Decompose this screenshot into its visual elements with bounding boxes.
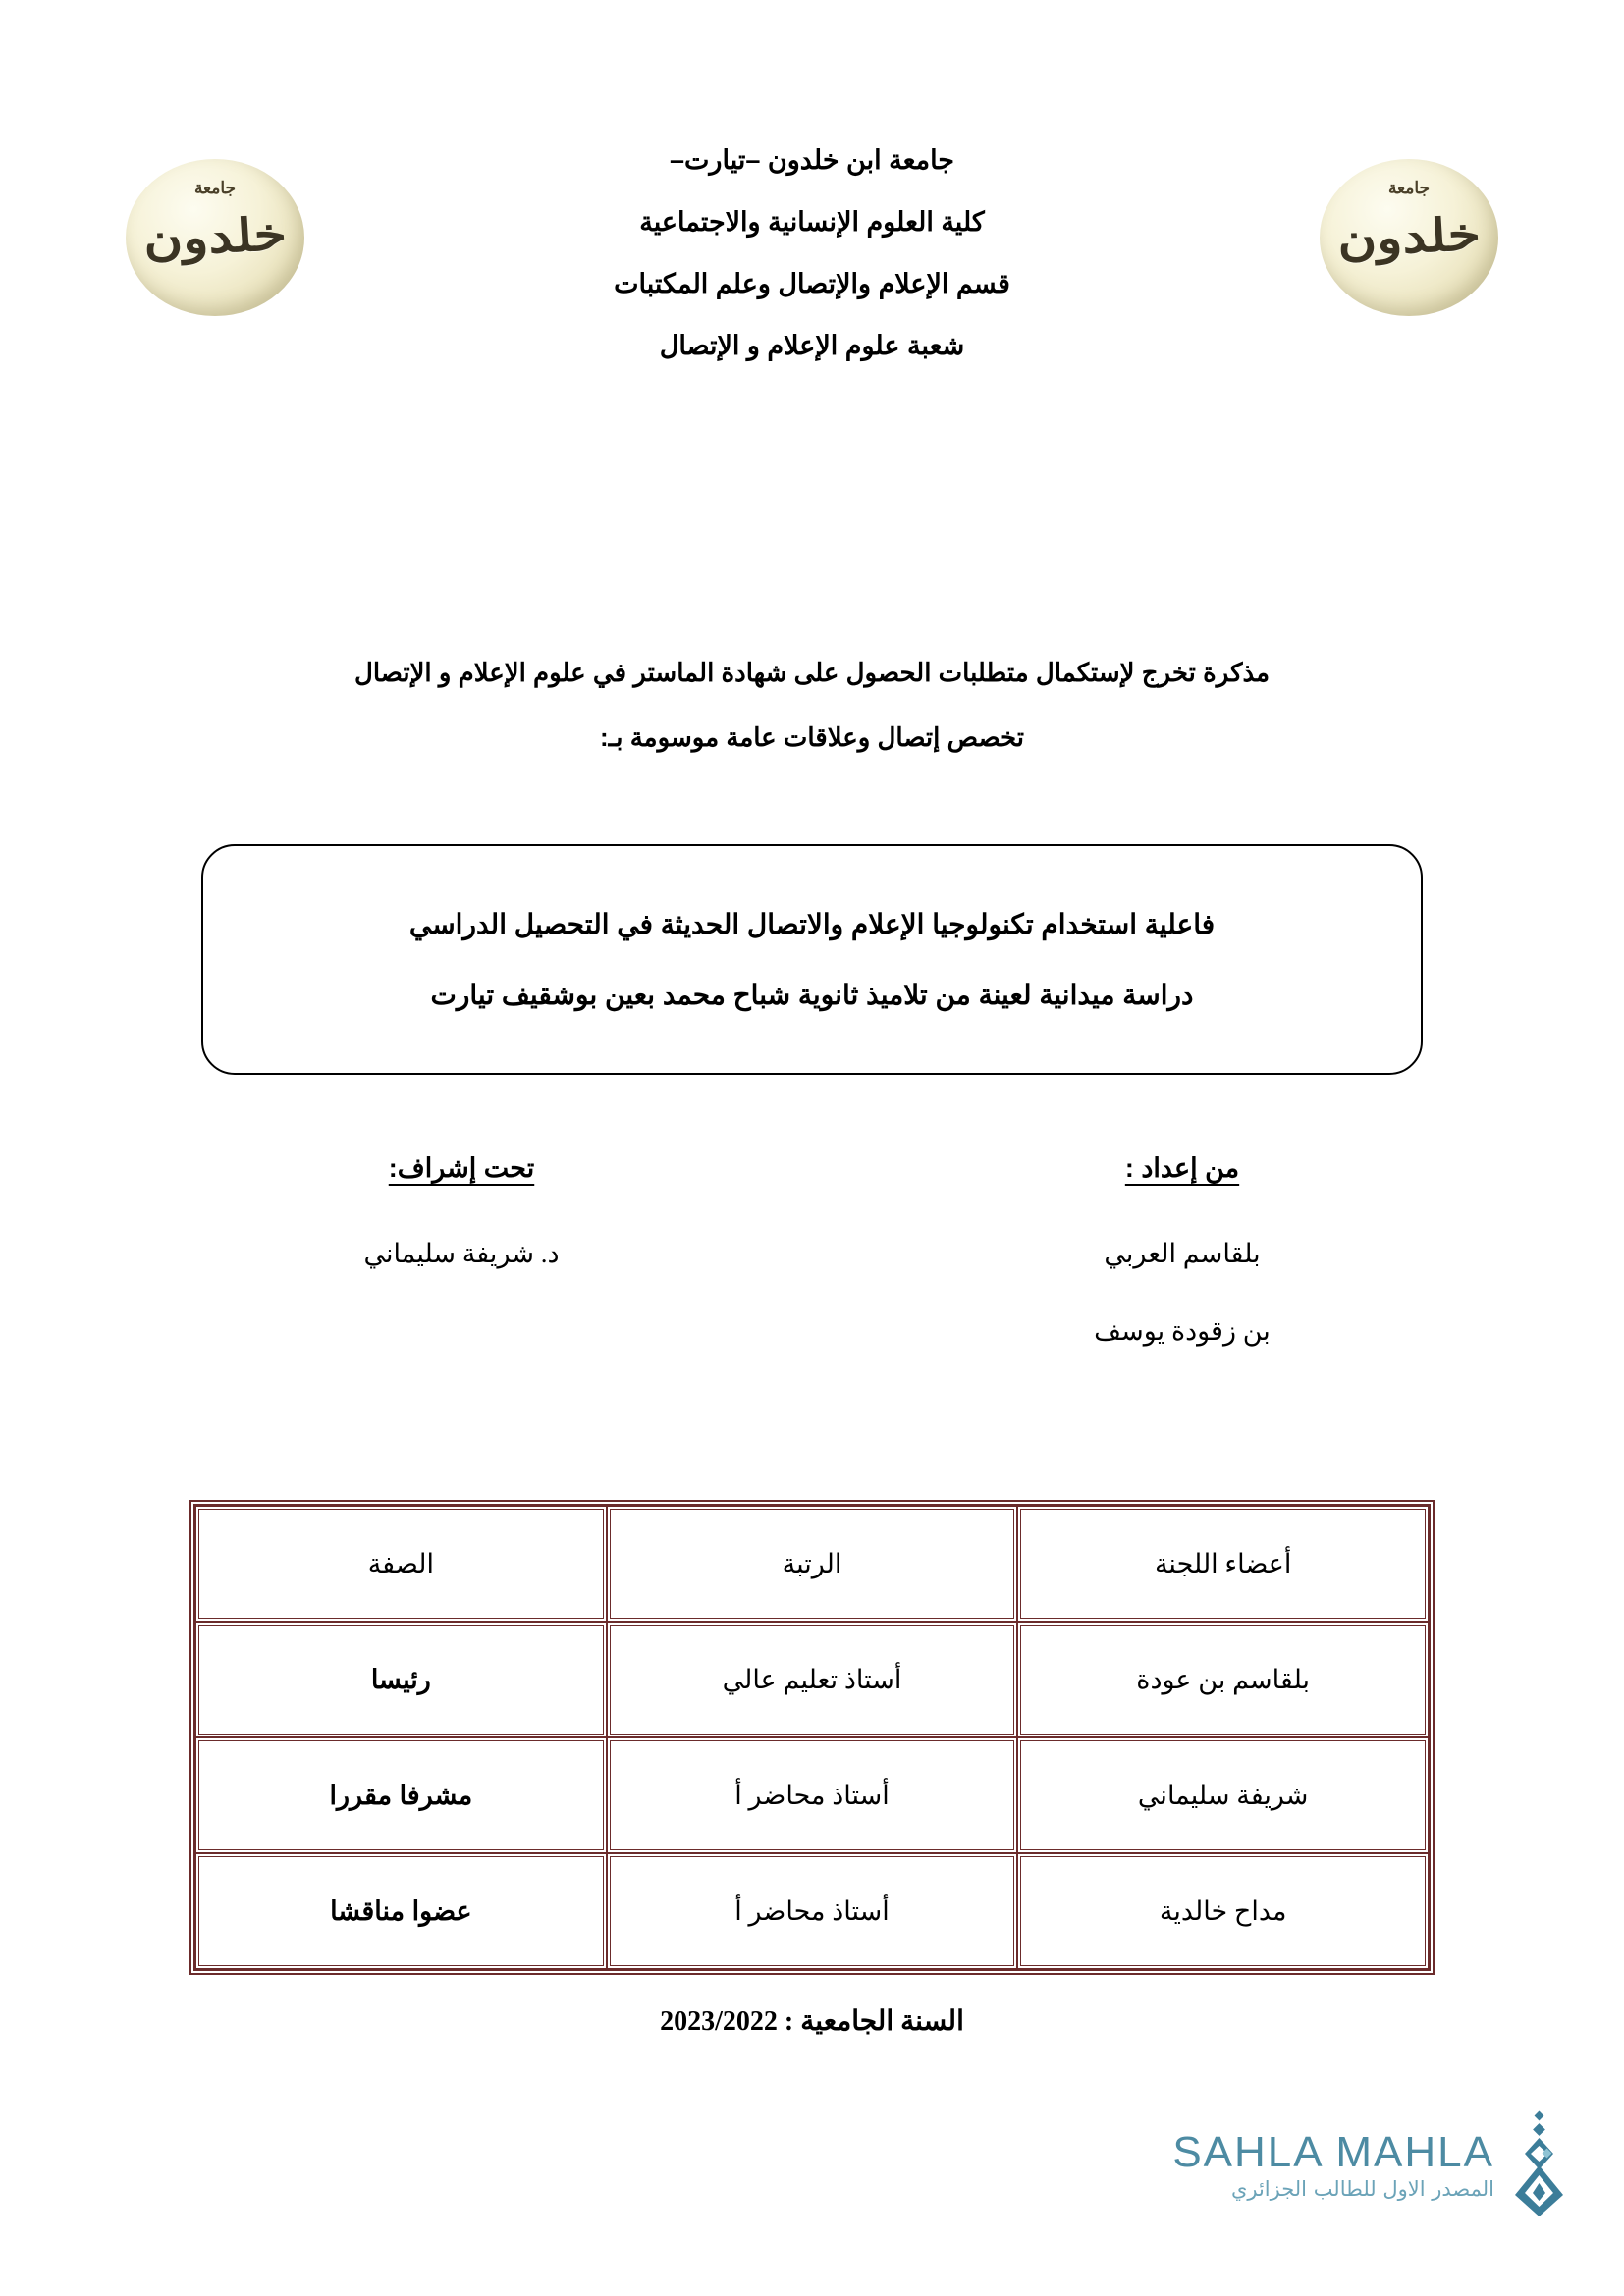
authors-supervisor-section (216, 1153, 1428, 1379)
column-header-rank: الرتبة (607, 1506, 1018, 1622)
jury-member-name: مداح خالدية (1017, 1853, 1429, 1969)
emblem-top-word: جامعة (193, 179, 237, 198)
thesis-title-box (201, 844, 1423, 1075)
watermark-brand-subtitle: المصدر الاول للطالب الجزائري (1230, 2177, 1494, 2202)
jury-member-name: شريفة سليماني (1017, 1737, 1429, 1853)
table-row (195, 1622, 1429, 1737)
faculty-name: كلية العلوم الإنسانية والاجتماعية (639, 207, 985, 237)
jury-member-rank: أستاذ محاضر أ (607, 1853, 1018, 1969)
jury-member-rank: أستاذ محاضر أ (607, 1737, 1018, 1853)
sahla-mahla-watermark (1108, 2110, 1569, 2258)
sahla-mahla-logo-icon (1508, 2110, 1569, 2220)
jury-member-role: مشرفا مقررا (195, 1737, 607, 1853)
table-header-row (195, 1506, 1429, 1622)
author-name: بن زقودة يوسف (1094, 1316, 1271, 1346)
thesis-subtitle-line-2: دراسة ميدانية لعينة من تلاميذ ثانوية شباح محمد بعين بوشقيف تيارت (430, 979, 1194, 1010)
table-row (195, 1853, 1429, 1969)
author-name: بلقاسم العربي (1104, 1239, 1261, 1268)
degree-statement-line-1: مذكرة تخرج لإستكمال متطلبات الحصول على شهادة الماستر في علوم الإعلام و الإتصال (353, 658, 1271, 687)
emblem-calligraphy: خلدون (141, 206, 289, 267)
authors-column (937, 1153, 1428, 1396)
jury-table-wrapper (189, 1500, 1435, 1975)
jury-table (189, 1500, 1435, 1975)
degree-statement-line-2: تخصص إتصال وعلاقات عامة موسومة بـ: (599, 722, 1025, 752)
jury-member-name: بلقاسم بن عودة (1017, 1622, 1429, 1737)
branch-name: شعبة علوم الإعلام و الإتصال (659, 331, 965, 360)
page-header (0, 147, 1624, 402)
emblem-calligraphy: خلدون (1335, 206, 1483, 267)
jury-member-role: رئيسا (195, 1622, 607, 1737)
university-emblem-left (126, 159, 304, 316)
thesis-title-line-1: فاعلية استخدام تكنولوجيا الإعلام والاتصال الحديثة في التحصيل الدراسي (408, 908, 1216, 939)
academic-year: السنة الجامعية : 2023/2022 (660, 2006, 964, 2037)
university-emblem-right (1320, 159, 1498, 316)
column-header-member: أعضاء اللجنة (1017, 1506, 1429, 1622)
degree-statement (187, 660, 1437, 750)
column-header-role: الصفة (195, 1506, 607, 1622)
university-name: جامعة ابن خلدون –تيارت– (670, 145, 954, 175)
emblem-top-word: جامعة (1387, 179, 1431, 198)
supervisor-name: د. شريفة سليماني (363, 1239, 560, 1268)
table-row (195, 1737, 1429, 1853)
authors-heading: من إعداد : (1124, 1153, 1240, 1183)
institution-lines (373, 147, 1251, 395)
department-name: قسم الإعلام والإتصال وعلم المكتبات (614, 269, 1010, 298)
watermark-brand-title: SAHLA MAHLA (1172, 2127, 1494, 2176)
jury-member-role: عضوا مناقشا (195, 1853, 607, 1969)
supervisor-heading: تحت إشراف: (388, 1153, 535, 1183)
supervisor-column (216, 1153, 707, 1318)
jury-member-rank: أستاذ تعليم عالي (607, 1622, 1018, 1737)
